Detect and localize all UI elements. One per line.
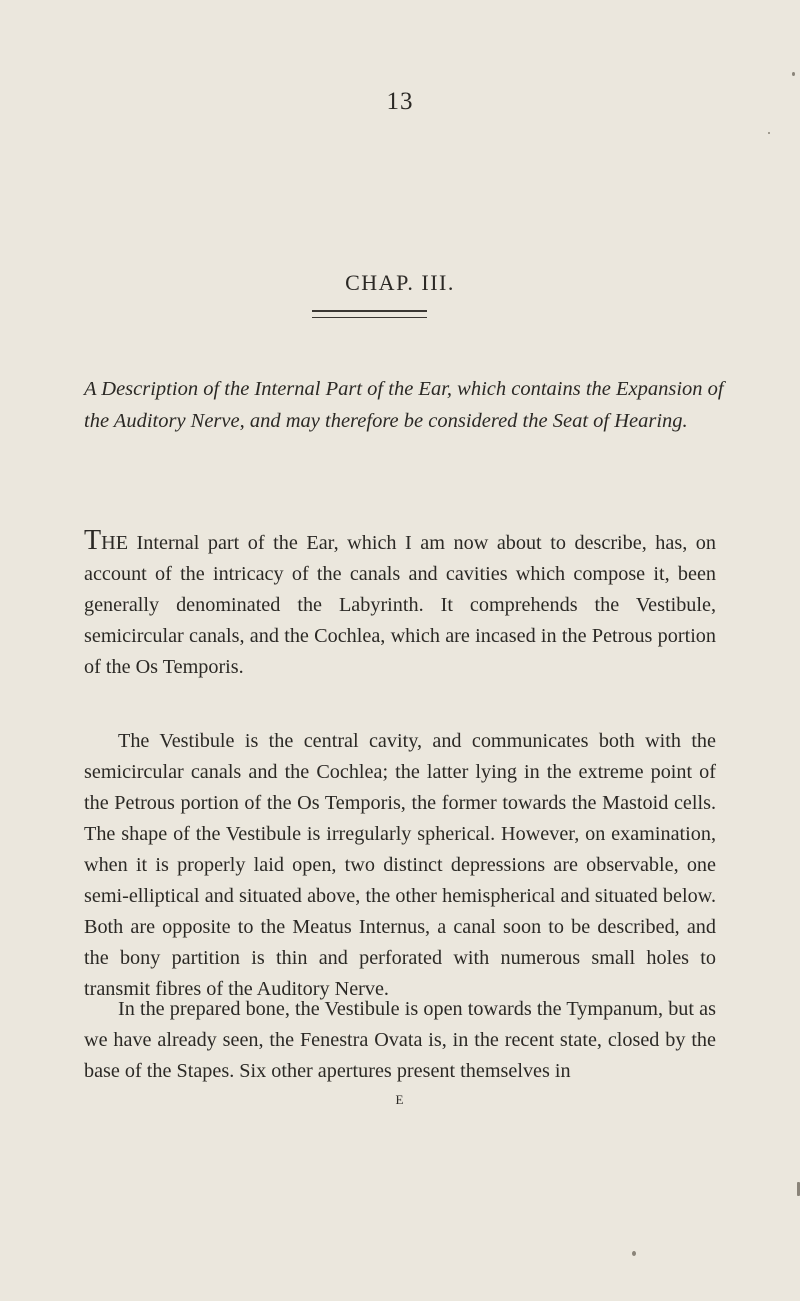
paragraph-2: The Vestibule is the central cavity, and communicates both with the semicircular canals and the Cochlea; the latter lying in the extreme point of the Petrous portion of the Os Temporis, the former towards the Mastoid cells. The shape of the Vestibule is irregularly spherical. However, on examination, when it is properly laid open, two distinct depressions are observable, one semi-elliptical and situated above, the other hemispherical and situated below. Both are opposite to the Meatus Internus, a canal soon to be described, and the bony partition is thin and perforated with numerous small holes to transmit fibres of the Auditory Nerve. [84,730,716,1000]
paragraph-1 [84,525,716,683]
paper-speck [792,72,795,76]
paragraph-1-text: HE Internal part of the Ear, which I am now about to describe, has, on account of the intricacy of the canals and cavities which compose it, been generally denominated the Labyrinth. It comprehends the Vestibule, semicircular canals, and the Cochlea, which are incased in the Petrous portion of the Os Temporis. [84,532,716,678]
page-number: 13 [386,88,414,115]
paper-speck [768,132,770,134]
chapter-divider [312,310,427,318]
chapter-subtitle: A Description of the Internal Part of the Ear, which contains the Expansion of the Auditory Nerve, and may therefore be considered the Seat of Hearing. [84,378,724,432]
paper-speck [632,1251,636,1256]
signature-mark: E [395,1092,405,1107]
initial-letter: T [84,525,102,556]
chapter-heading: CHAP. III. [345,270,455,295]
paragraph-3: In the prepared bone, the Vestibule is open towards the Tympanum, but as we have already seen, the Fenestra Ovata is, in the recent state, closed by the base of the Stapes. Six other apertures present themselves in [84,998,716,1082]
